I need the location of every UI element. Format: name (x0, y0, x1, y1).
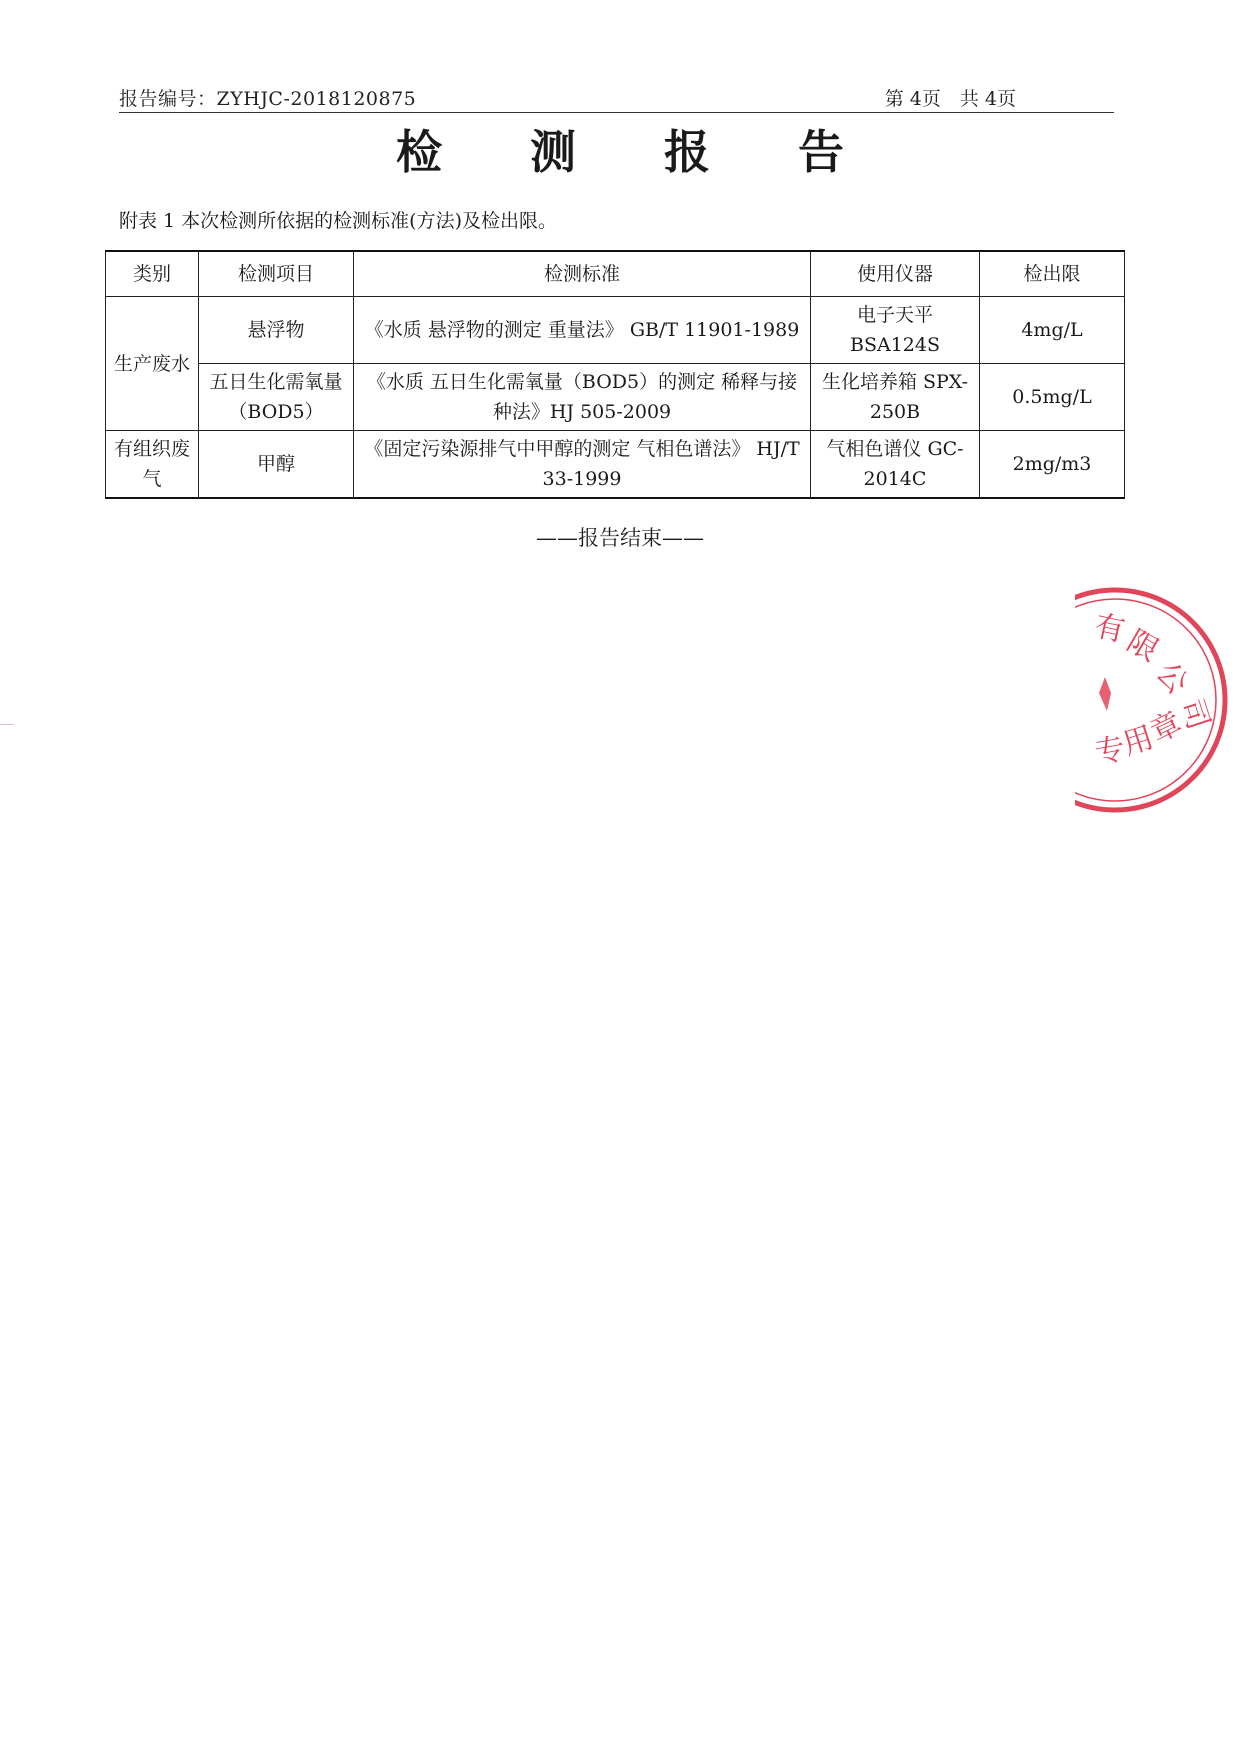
col-instrument: 使用仪器 (811, 251, 980, 297)
cell-limit: 2mg/m3 (980, 431, 1125, 499)
page-title: 检测报告 (396, 125, 932, 179)
table-row (106, 431, 1125, 499)
report-end-marker: ——报告结束—— (536, 526, 704, 550)
cell-item: 悬浮物 (199, 297, 354, 364)
svg-text:限: 限 (1121, 623, 1165, 669)
cell-instrument: 电子天平 BSA124S (811, 297, 980, 364)
cell-item: 五日生化需氧量（BOD5） (199, 364, 354, 431)
table-row (106, 297, 1125, 364)
table-row (106, 364, 1125, 431)
svg-text:用: 用 (1118, 720, 1159, 763)
page-info: 第 4页 共 4页 (884, 88, 1016, 110)
col-category: 类别 (106, 251, 199, 297)
report-number: 报告编号：ZYHJC-2018120875 (119, 88, 417, 110)
table-header-row (106, 251, 1125, 297)
cell-standard: 《水质 悬浮物的测定 重量法》 GB/T 11901-1989 (354, 297, 811, 364)
cell-standard: 《水质 五日生化需氧量（BOD5）的测定 稀释与接种法》HJ 505-2009 (354, 364, 811, 431)
svg-text:章: 章 (1145, 705, 1188, 751)
cell-standard: 《固定污染源排气中甲醇的测定 气相色谱法》 HJ/T 33-1999 (354, 431, 811, 499)
cell-instrument: 气相色谱仪 GC-2014C (811, 431, 980, 499)
standards-table (105, 250, 1125, 499)
table-caption: 附表 1 本次检测所依据的检测标准(方法)及检出限。 (119, 210, 557, 232)
col-standard: 检测标准 (354, 251, 811, 297)
cell-limit: 4mg/L (980, 297, 1125, 364)
report-header (119, 82, 1114, 113)
scan-edge-mark (0, 724, 14, 725)
seal-stamp-icon (1075, 585, 1240, 815)
svg-text:公: 公 (1148, 655, 1195, 702)
company-seal (1075, 585, 1240, 819)
col-limit: 检出限 (980, 251, 1125, 297)
cell-category: 有组织废气 (106, 431, 199, 499)
cell-category: 生产废水 (106, 297, 199, 431)
cell-limit: 0.5mg/L (980, 364, 1125, 431)
col-item: 检测项目 (199, 251, 354, 297)
cell-item: 甲醇 (199, 431, 354, 499)
svg-text:专: 专 (1092, 731, 1128, 771)
svg-text:司: 司 (1173, 694, 1216, 735)
cell-instrument: 生化培养箱 SPX-250B (811, 364, 980, 431)
svg-text:有: 有 (1091, 608, 1128, 650)
